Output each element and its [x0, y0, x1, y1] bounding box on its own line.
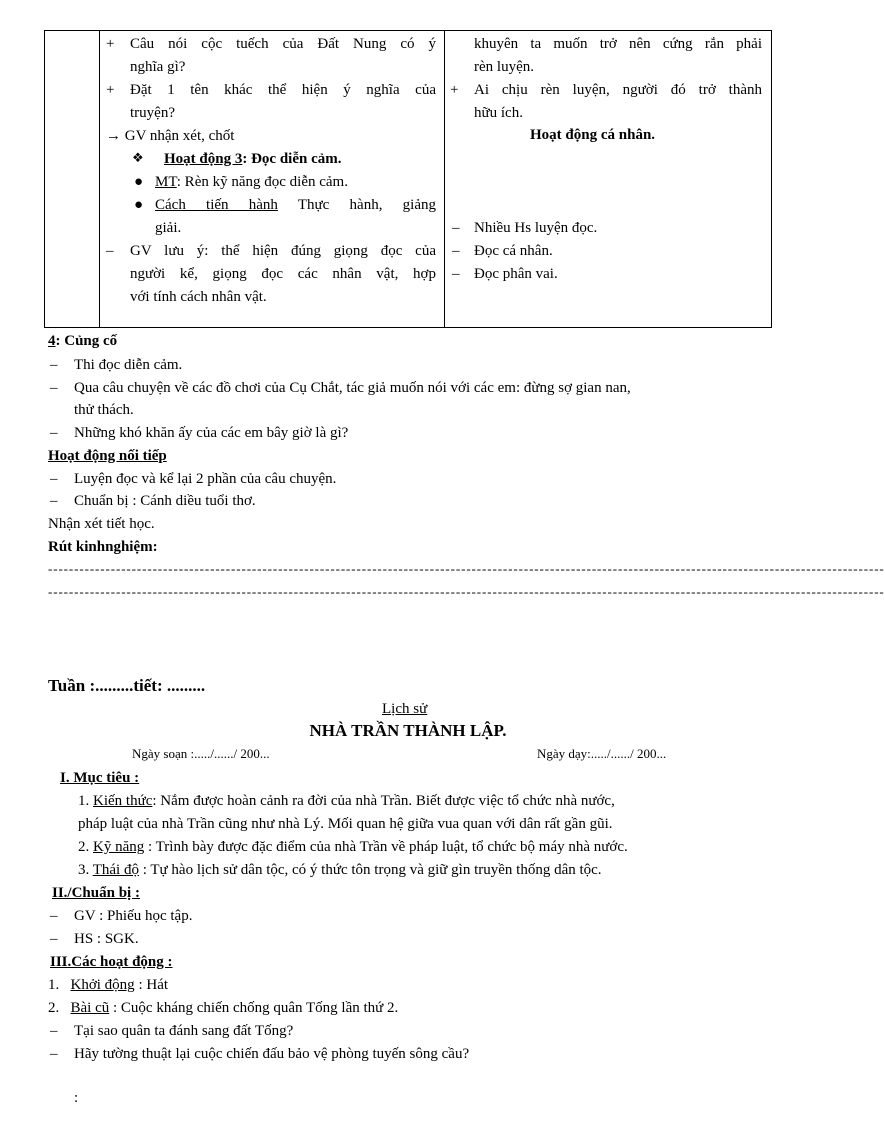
- bullet-icon: ●: [134, 174, 144, 190]
- preparation-heading: II./Chuẩn bị :: [52, 885, 140, 901]
- right-line-1: khuyên ta muốn trở nên cứng rắn phải: [474, 36, 762, 52]
- dash-mark: –: [452, 266, 460, 282]
- table-divider-1: [99, 31, 100, 327]
- right-item-3: Đọc phân vai.: [474, 266, 558, 282]
- attitude-label: Thái độ: [92, 862, 139, 878]
- activity-3-title: : Đọc diễn cảm.: [242, 151, 342, 167]
- right-line-4: hữu ích.: [474, 105, 523, 121]
- activities-heading: III.Các hoạt động :: [50, 954, 173, 970]
- class-review: Nhận xét tiết học.: [48, 516, 155, 532]
- individual-activity-heading: Hoạt động cá nhân.: [530, 127, 656, 143]
- plus-mark: +: [106, 82, 115, 98]
- warmup-label: Khởi động: [70, 977, 135, 993]
- dash-mark: –: [50, 1023, 58, 1039]
- warmup-text: : Hát: [134, 977, 169, 993]
- prep-date: Ngày soạn :...../....../ 200...: [132, 746, 270, 761]
- warmup-line: 1. Khởi động : Hát: [48, 977, 169, 993]
- teacher-prep: GV : Phiếu học tập.: [74, 908, 193, 924]
- right-line-3: Ai chịu rèn luyện, người đó trở thành: [474, 82, 762, 98]
- consolidation-item: Qua câu chuyện về các đồ chơi của Cụ Chắt, tác giả muốn nói với các em: đừng sợ gian nan,: [74, 380, 631, 396]
- diamond-bullet-icon: ❖: [132, 150, 144, 165]
- gv-conclude: → GV nhận xét, chốt: [106, 128, 235, 144]
- week-period-line: Tuần :.........tiết: .........: [48, 676, 206, 695]
- review-question-2: Hãy tường thuật lại cuộc chiến đấu bảo vệ phòng tuyến sông cầu?: [74, 1046, 470, 1062]
- dash-mark: –: [50, 471, 58, 487]
- follow-up-heading: Hoạt động nối tiếp: [48, 448, 167, 464]
- follow-up-item: Luyện đọc và kể lại 2 phần của câu chuyện.: [74, 471, 337, 487]
- mt-label: MT: [155, 174, 177, 190]
- consolidation-item: Thi đọc diễn cảm.: [74, 357, 183, 373]
- knowledge-line-2: pháp luật của nhà Trần cũng như nhà Lý. Mối quan hệ giữa vua quan với dân rất gần gũi.: [78, 816, 613, 832]
- dash-mark: –: [50, 380, 58, 396]
- old-lesson-label: Bài cũ: [70, 1000, 110, 1016]
- dash-mark: –: [50, 1046, 58, 1062]
- dash-mark: –: [50, 908, 58, 924]
- dash-mark: –: [50, 425, 58, 441]
- objectives-heading: I. Mục tiêu :: [60, 770, 140, 786]
- skill-line: 2. Kỹ năng : Trình bày được đặc điểm của nhà Trần về pháp luật, tổ chức bộ máy nhà nước.: [78, 839, 628, 855]
- cth-line-1: [155, 195, 436, 215]
- gv-note-line-3: với tính cách nhân vật.: [130, 289, 267, 305]
- cth-label: Cách tiến hành: [155, 197, 278, 213]
- consolidation-heading: [48, 331, 117, 351]
- dash-mark: –: [452, 243, 460, 259]
- attitude-text: : Tự hào lịch sử dân tộc, có ý thức tôn trọng và giữ gìn truyền thống dân tộc.: [138, 862, 602, 878]
- right-item-1: Nhiều Hs luyện đọc.: [474, 220, 598, 236]
- skill-label: Kỹ năng: [93, 839, 145, 855]
- right-item-2: Đọc cá nhân.: [474, 243, 553, 259]
- teach-date: Ngày dạy:...../....../ 200...: [537, 746, 667, 761]
- plus-mark: +: [106, 36, 115, 52]
- question-2-line-2: truyện?: [130, 105, 175, 121]
- activity-3-heading: [164, 149, 342, 169]
- subject-label: Lịch sử: [382, 701, 428, 717]
- dash-mark: –: [50, 931, 58, 947]
- consolidation-number: 4: [48, 333, 56, 349]
- consolidation-item: Những khó khăn ấy của các em bây giờ là gì?: [74, 425, 349, 441]
- bullet-icon: ●: [134, 197, 144, 213]
- old-lesson-line: 2. Bài cũ : Cuộc kháng chiến chống quân Tống lần thứ 2.: [48, 1000, 399, 1016]
- knowledge-line-1: 1. Kiến thức: Nắm được hoàn cảnh ra đời của nhà Trần. Biết được việc tổ chức nhà nước,: [78, 793, 615, 809]
- student-prep: HS : SGK.: [74, 931, 139, 947]
- gv-note-line-2: người kể, giọng đọc các nhân vật, hợp: [130, 266, 436, 282]
- question-1-line-1: Câu nói cộc tuếch của Đất Nung có ý: [130, 36, 436, 52]
- mt-text: : Rèn kỹ năng đọc diễn cảm.: [176, 174, 348, 190]
- dash-mark: –: [452, 220, 460, 236]
- dash-mark: –: [50, 357, 58, 373]
- activity-3-label: Hoạt động 3: [164, 151, 243, 167]
- plus-mark: +: [450, 82, 459, 98]
- cth-line-2: giải.: [155, 220, 182, 236]
- review-question-1: Tại sao quân ta đánh sang đất Tống?: [74, 1023, 294, 1039]
- follow-up-item: Chuẩn bị : Cánh diều tuổi thơ.: [74, 493, 256, 509]
- skill-text: : Trình bày được đặc điểm của nhà Trần về pháp luật, tổ chức bộ máy nhà nước.: [144, 839, 628, 855]
- right-line-2: rèn luyện.: [474, 59, 534, 75]
- question-1-line-2: nghĩa gì?: [130, 59, 186, 75]
- consolidation-title: : Củng cố: [55, 333, 118, 349]
- knowledge-label: Kiến thức: [93, 793, 153, 809]
- attitude-line: 3. Thái độ : Tự hào lịch sử dân tộc, có ý thức tôn trọng và giữ gìn truyền thống dân tộc.: [78, 862, 602, 878]
- mt-line: [155, 172, 348, 192]
- dash-line-1: ----------------------------------------------------------------------------------------------------------------------------------------------------------------: [48, 561, 885, 576]
- table-divider-2: [444, 31, 445, 327]
- trailing-colon: :: [74, 1090, 79, 1106]
- gv-note-line-1: GV lưu ý: thể hiện đúng giọng đọc của: [130, 243, 436, 259]
- consolidation-item-cont: thử thách.: [74, 402, 134, 418]
- question-2-line-1: Đặt 1 tên khác thể hiện ý nghĩa của: [130, 82, 436, 98]
- cth-text: Thực hành, giảng: [277, 197, 436, 213]
- lesson-title: NHÀ TRẦN THÀNH LẬP.: [309, 721, 507, 740]
- dash-mark: –: [106, 243, 114, 259]
- dash-mark: –: [50, 493, 58, 509]
- experience-heading: Rút kinhnghiệm:: [48, 539, 158, 555]
- dash-line-2: ----------------------------------------------------------------------------------------------------------------------------------------------------------------: [48, 584, 885, 599]
- old-lesson-text: : Cuộc kháng chiến chống quân Tống lần thứ 2.: [109, 1000, 399, 1016]
- knowledge-text: : Nắm được hoàn cảnh ra đời của nhà Trần. Biết được việc tổ chức nhà nước,: [152, 793, 615, 809]
